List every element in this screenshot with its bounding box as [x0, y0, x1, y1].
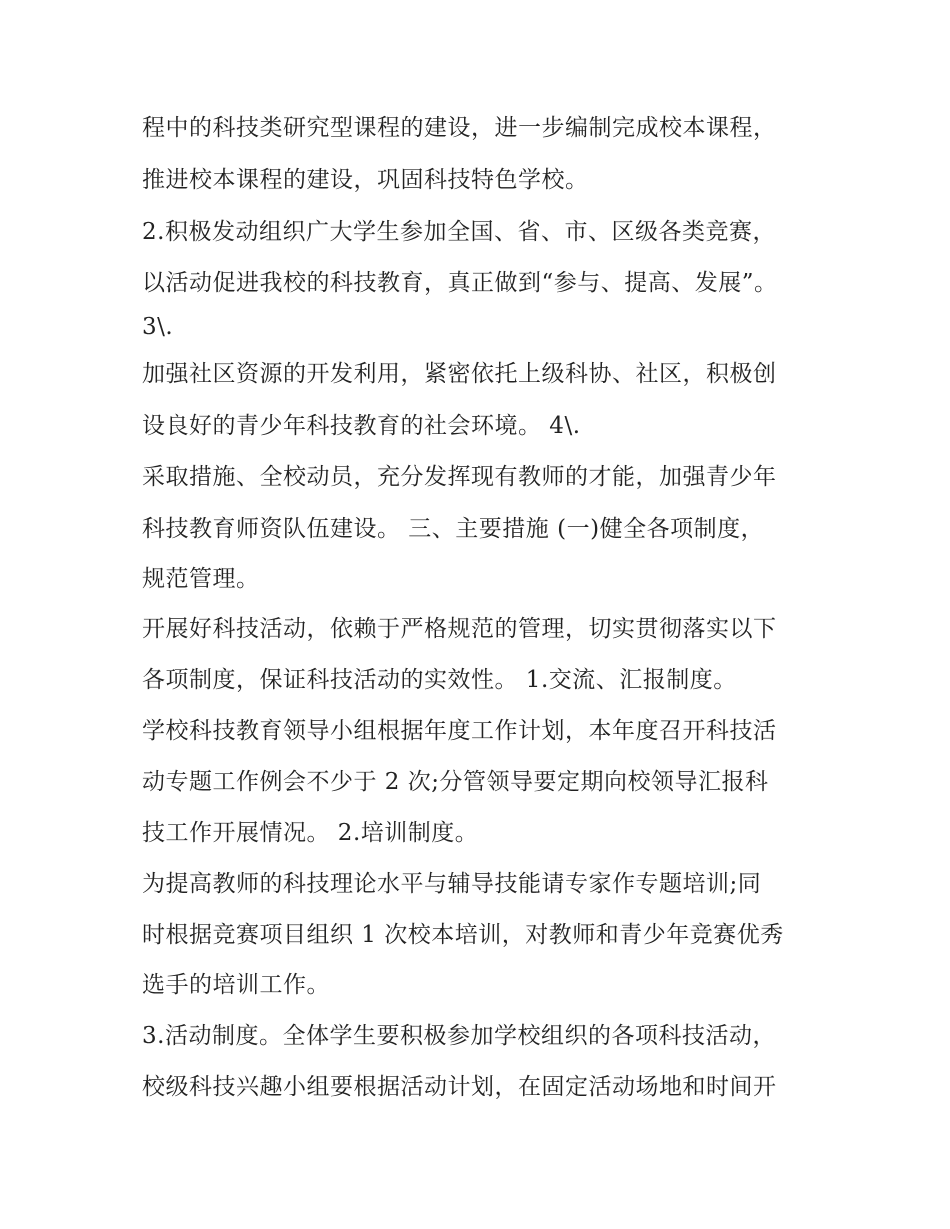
text-line: 加强社区资源的开发利用，紧密依托上级科协、社区，积极创	[142, 361, 777, 387]
text-line: 推进校本课程的建设，巩固科技特色学校。	[142, 167, 589, 193]
text-line: 校级科技兴趣小组要根据活动计划，在固定活动场地和时间开	[142, 1074, 777, 1100]
text-line: 技工作开展情况。 2.培训制度。	[142, 820, 479, 846]
text-line: 选手的培训工作。	[142, 972, 330, 998]
text-line: 程中的科技类研究型课程的建设，进一步编制完成校本课程，	[142, 115, 777, 141]
text-line: 各项制度，保证科技活动的实效性。 1.交流、汇报制度。	[142, 667, 737, 693]
text-line: 以活动促进我校的科技教育，真正做到“参与、提高、发展”。	[142, 270, 778, 296]
text-line: 规范管理。	[142, 566, 260, 592]
text-line: 设良好的青少年科技教育的社会环境。 4\.	[142, 413, 581, 439]
text-line: 动专题工作例会不少于 2 次;分管领导要定期向校领导汇报科	[142, 769, 769, 795]
text-line: 学校科技教育领导小组根据年度工作计划，本年度召开科技活	[142, 718, 777, 744]
text-line: 3\.	[142, 314, 174, 340]
text-line: 采取措施、全校动员，充分发挥现有教师的才能，加强青少年	[142, 464, 777, 490]
text-line: 2.积极发动组织广大学生参加全国、省、市、区级各类竞赛，	[142, 219, 776, 245]
text-line: 为提高教师的科技理论水平与辅导技能请专家作专题培训;同	[142, 871, 762, 897]
text-line: 科技教育师资队伍建设。 三、主要措施 (一)健全各项制度，	[142, 516, 765, 542]
text-line: 3.活动制度。全体学生要积极参加学校组织的各项科技活动，	[142, 1023, 776, 1049]
text-line: 时根据竞赛项目组织 1 次校本培训，对教师和青少年竞赛优秀	[142, 922, 784, 948]
text-line: 开展好科技活动，依赖于严格规范的管理，切实贯彻落实以下	[142, 616, 777, 642]
